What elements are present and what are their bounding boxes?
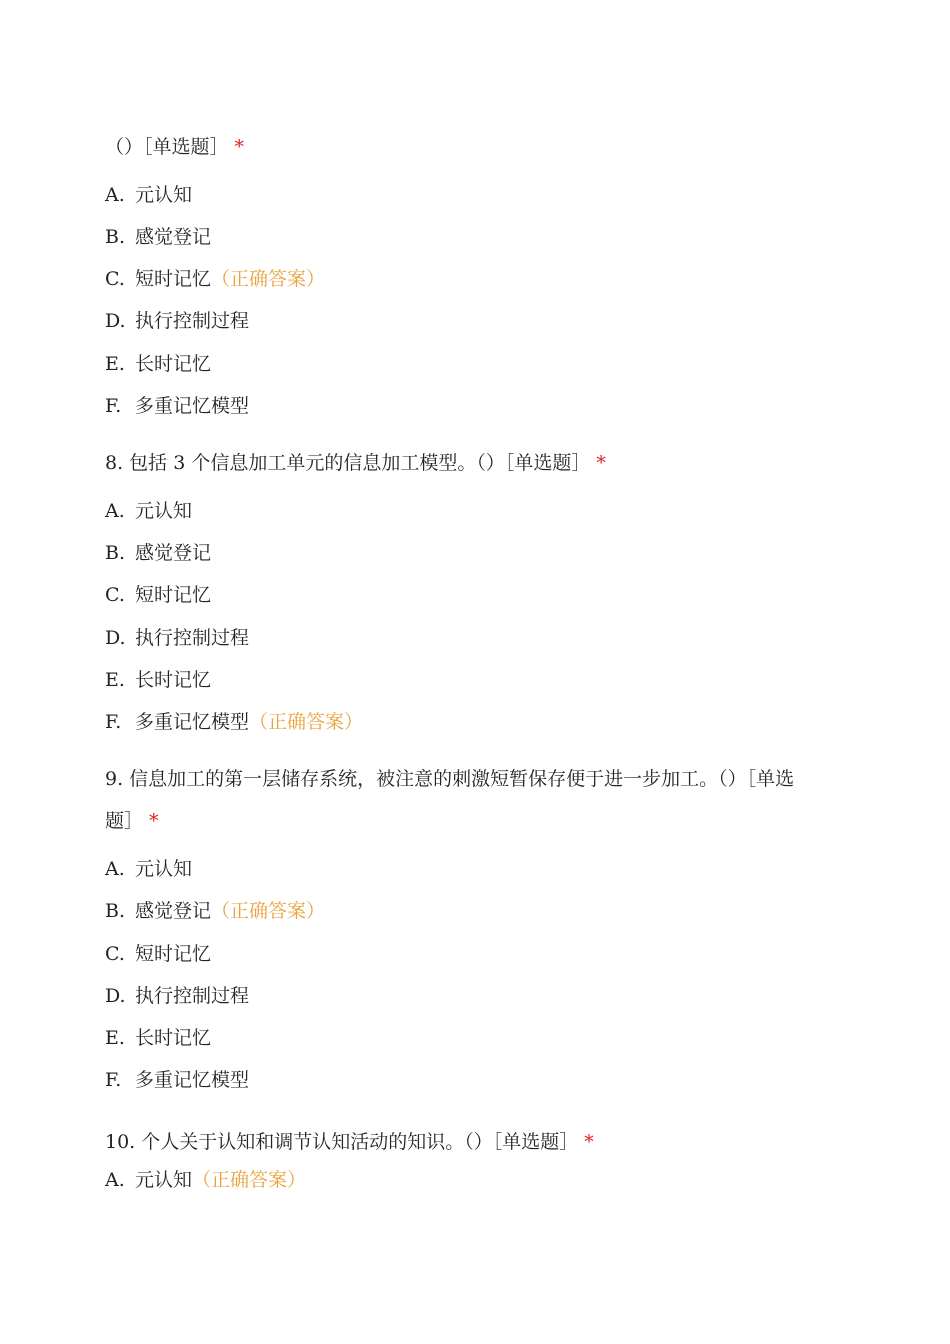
- question-7-header: [105, 134, 244, 160]
- option-text: 感觉登记: [135, 542, 212, 564]
- option-letter: D.: [105, 310, 126, 332]
- option-letter: B.: [105, 900, 126, 922]
- question-10-header: [105, 1129, 594, 1155]
- option-item: [105, 1025, 211, 1051]
- option-item: [105, 393, 249, 419]
- option-item: [105, 856, 192, 882]
- option-item: [105, 983, 249, 1009]
- correct-answer-label: （正确答案）: [249, 711, 364, 733]
- option-text: 多重记忆模型: [135, 711, 250, 733]
- option-letter: A.: [105, 1169, 125, 1191]
- option-text: 执行控制过程: [135, 310, 250, 332]
- option-letter: F.: [105, 1069, 122, 1091]
- option-item: [105, 709, 363, 735]
- option-text: 执行控制过程: [135, 985, 250, 1007]
- option-letter: A.: [105, 858, 125, 880]
- option-item: [105, 224, 211, 250]
- option-text: 多重记忆模型: [135, 395, 250, 417]
- required-asterisk: *: [584, 1131, 594, 1153]
- option-item: [105, 941, 211, 967]
- option-text: 长时记忆: [135, 1027, 212, 1049]
- option-item: [105, 351, 211, 377]
- question-8-header: [105, 450, 606, 476]
- option-text: 执行控制过程: [135, 627, 250, 649]
- correct-answer-label: （正确答案）: [211, 900, 326, 922]
- option-text: 元认知: [135, 500, 193, 522]
- option-text: 短时记忆: [135, 584, 212, 606]
- option-item: [105, 266, 325, 292]
- option-text: 短时记忆: [135, 943, 212, 965]
- option-text: 长时记忆: [135, 353, 212, 375]
- option-letter: D.: [105, 627, 126, 649]
- option-text: 多重记忆模型: [135, 1069, 250, 1091]
- required-asterisk: *: [596, 452, 606, 474]
- option-item: [105, 498, 192, 524]
- option-item: [105, 582, 211, 608]
- option-letter: B.: [105, 542, 126, 564]
- option-letter: B.: [105, 226, 126, 248]
- option-letter: F.: [105, 395, 122, 417]
- question-text-cont: 题］: [105, 810, 144, 832]
- option-letter: E.: [105, 353, 125, 375]
- correct-answer-label: （正确答案）: [192, 1169, 307, 1191]
- question-text: 8. 包括 3 个信息加工单元的信息加工模型。（）［单选题］: [105, 452, 591, 474]
- option-letter: C.: [105, 268, 125, 290]
- option-item: [105, 1067, 249, 1093]
- option-text: 元认知: [135, 858, 193, 880]
- question-9-header-cont: [105, 808, 159, 834]
- option-letter: C.: [105, 943, 125, 965]
- option-letter: D.: [105, 985, 126, 1007]
- question-text: （）［单选题］: [105, 136, 229, 158]
- required-asterisk: *: [149, 810, 159, 832]
- option-item: [105, 182, 192, 208]
- option-item: [105, 308, 249, 334]
- option-text: 元认知: [135, 184, 193, 206]
- option-letter: A.: [105, 500, 125, 522]
- option-text: 长时记忆: [135, 669, 212, 691]
- question-9-header: [105, 766, 794, 792]
- option-text: 感觉登记: [135, 226, 212, 248]
- option-item: [105, 898, 325, 924]
- option-text: 短时记忆: [135, 268, 212, 290]
- option-item: [105, 625, 249, 651]
- option-item: [105, 667, 211, 693]
- option-text: 感觉登记: [135, 900, 212, 922]
- option-letter: A.: [105, 184, 125, 206]
- option-letter: C.: [105, 584, 125, 606]
- correct-answer-label: （正确答案）: [211, 268, 326, 290]
- option-letter: E.: [105, 1027, 125, 1049]
- option-text: 元认知: [135, 1169, 193, 1191]
- question-text: 9. 信息加工的第一层储存系统，被注意的刺激短暂保存便于进一步加工。（）［单选: [105, 768, 795, 790]
- required-asterisk: *: [234, 136, 245, 158]
- question-text: 10. 个人关于认知和调节认知活动的知识。（）［单选题］: [105, 1131, 579, 1153]
- option-item: [105, 540, 211, 566]
- option-item: [105, 1167, 306, 1193]
- option-letter: F.: [105, 711, 122, 733]
- option-letter: E.: [105, 669, 125, 691]
